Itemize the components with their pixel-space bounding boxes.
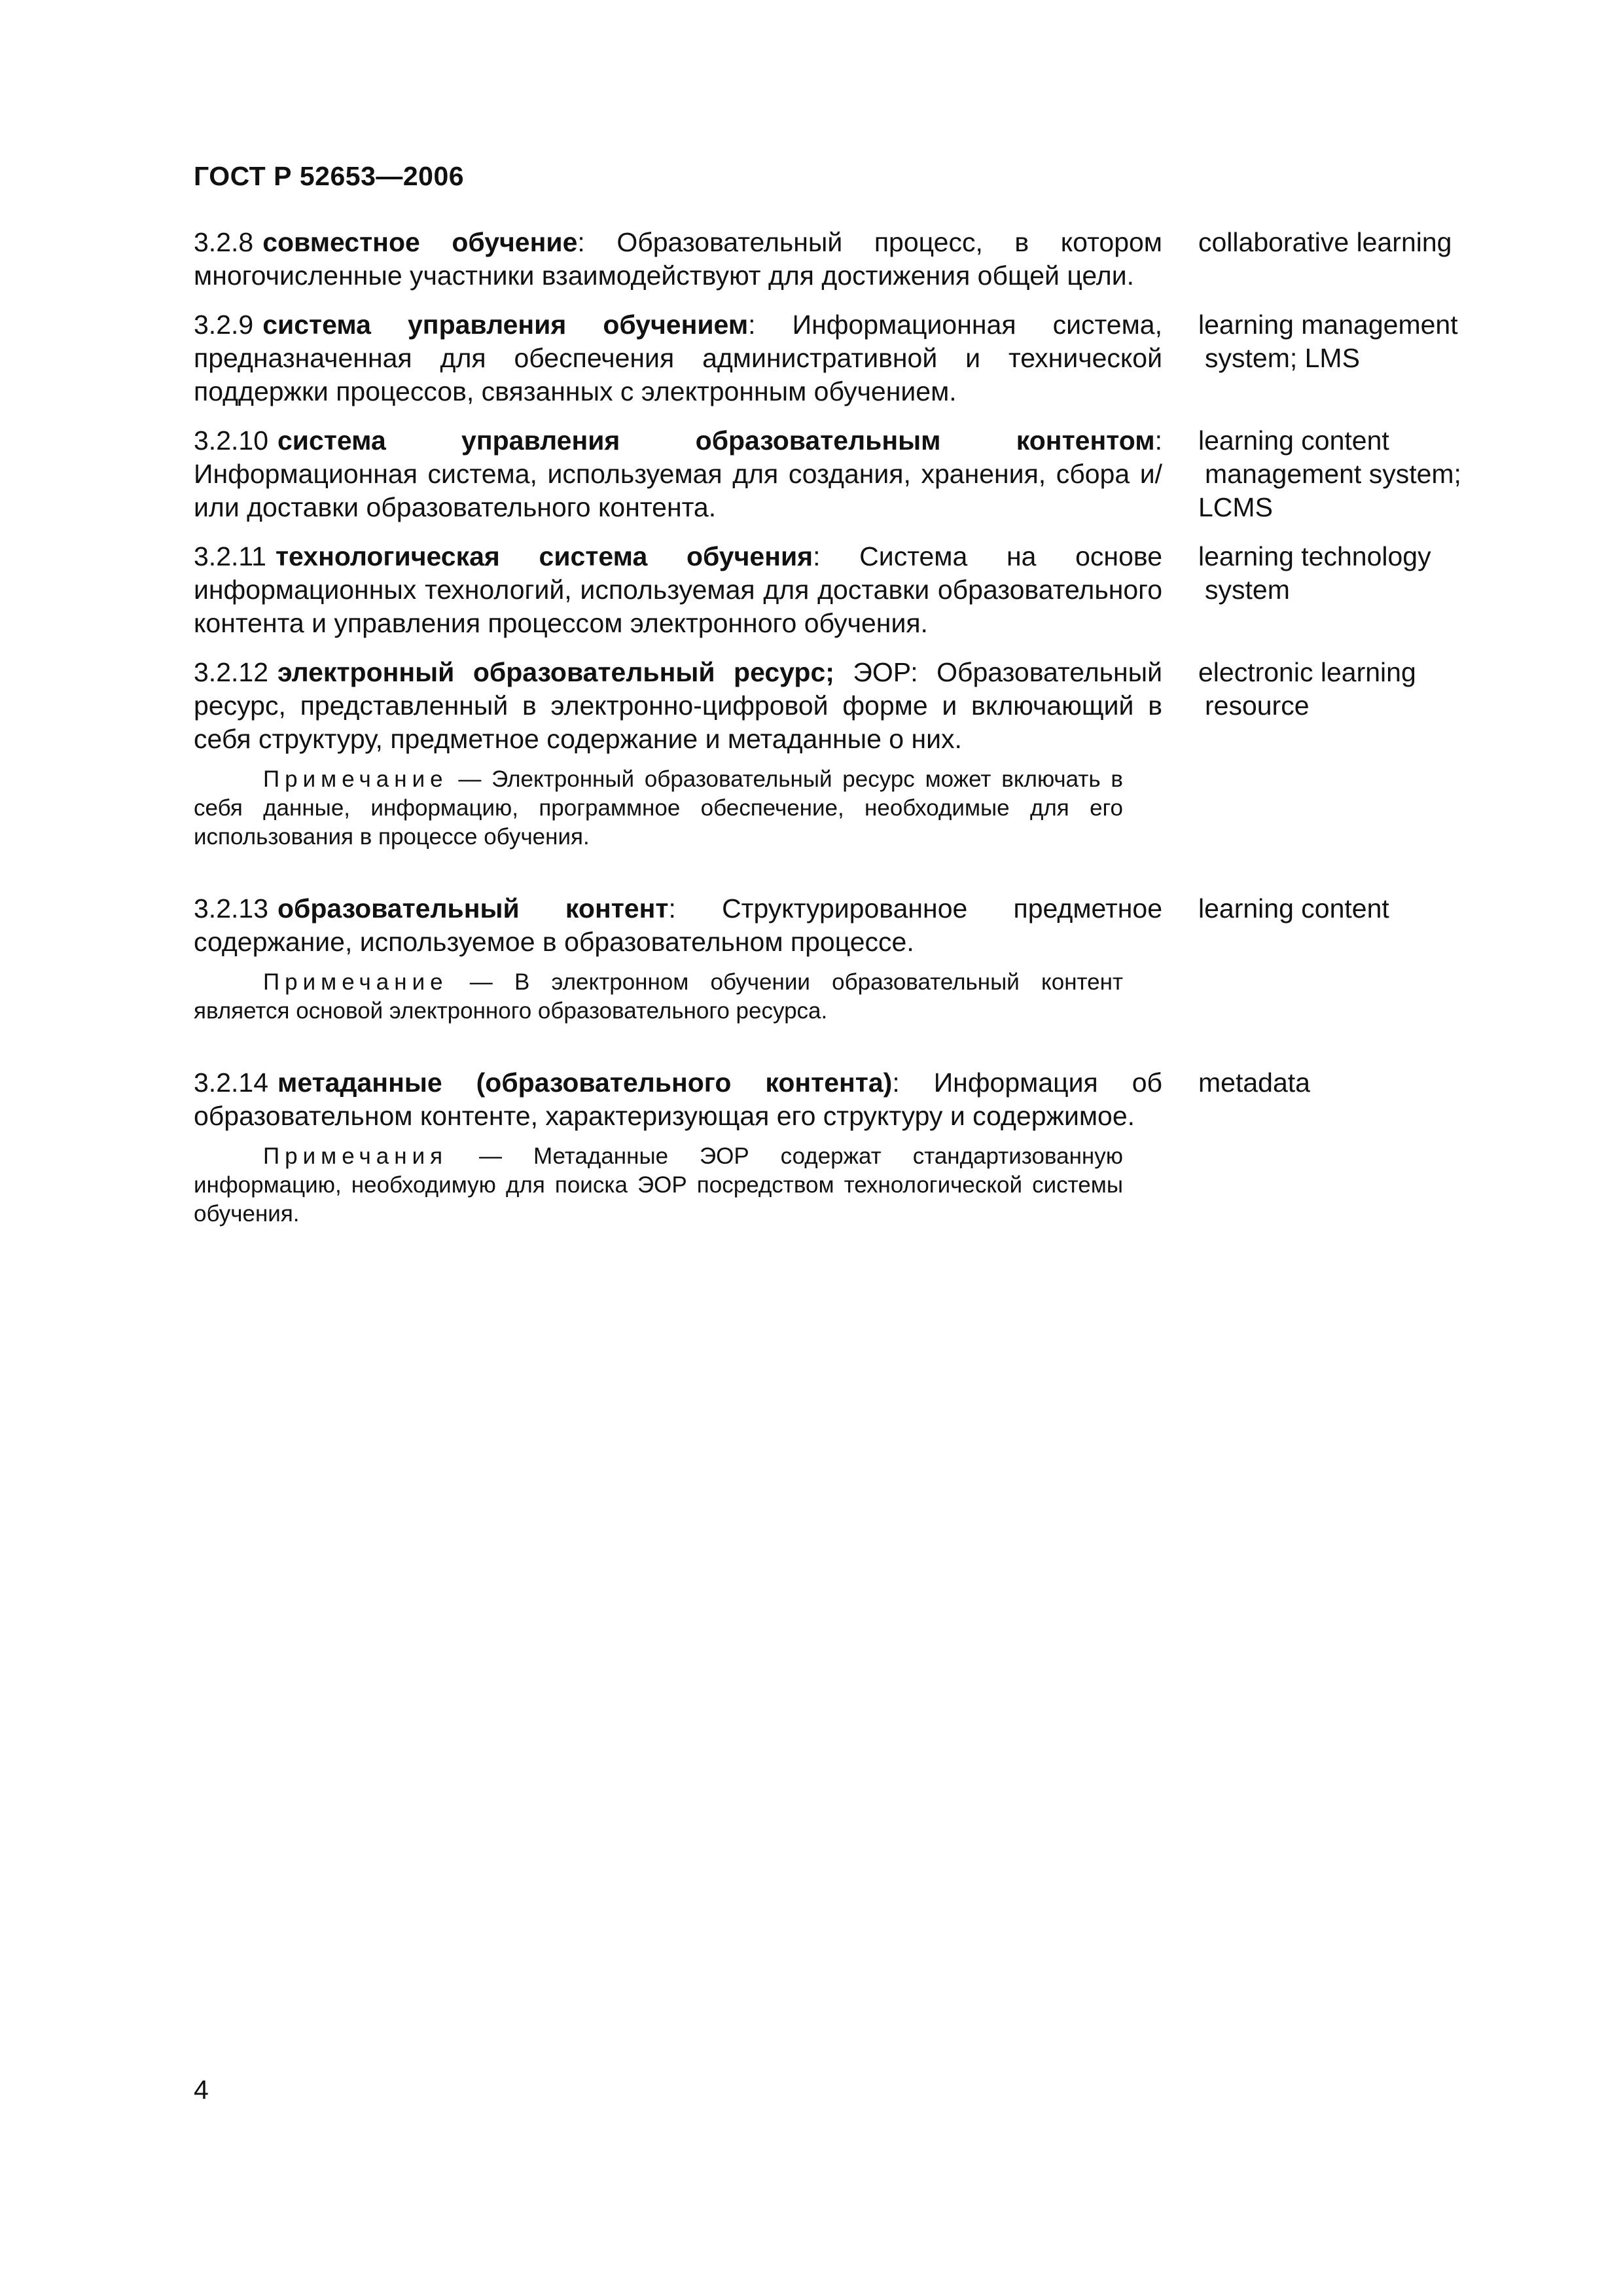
note-label: Примечание — [263, 766, 448, 792]
english-term-line: learning content — [1198, 425, 1389, 456]
term-number: 3.2.10 — [194, 425, 268, 456]
page-number: 4 — [194, 2075, 209, 2105]
term-note — [194, 1142, 1123, 1229]
term-entry-3-2-12 — [194, 656, 1489, 756]
english-term-line: system; LMS — [1205, 343, 1360, 373]
english-term — [1198, 540, 1489, 607]
english-term-line: metadata — [1198, 1067, 1310, 1098]
term-entry-3-2-13 — [194, 892, 1489, 959]
note-text: — Метаданные ЭОР содержат стандартизованную информацию, необходимую для поиска ЭОР посредством технологической системы обучения. — [194, 1143, 1123, 1227]
term-entry-3-2-10 — [194, 424, 1489, 524]
term-definition — [194, 892, 1162, 959]
term-definition — [194, 226, 1162, 293]
term-entry-3-2-11 — [194, 540, 1489, 640]
english-term — [1198, 424, 1489, 524]
term-name: совместное обучение — [262, 227, 578, 257]
note-label: Примечание — [263, 969, 448, 995]
document-header: ГОСТ Р 52653—2006 — [194, 161, 465, 191]
definition-text: : Система на основе информационных технологий, используемая для доставки образовательного контента и управления процессом электронного обучения. — [194, 541, 1163, 638]
english-term — [1198, 1066, 1489, 1100]
english-term — [1198, 226, 1489, 259]
note-text: — Электронный образовательный ресурс может включать в себя данные, информацию, программное обеспечение, необходимые для его использования в процессе обучения. — [194, 766, 1123, 850]
definition-text: : Информация об образовательном контенте, характеризующая его структуру и содержимое. — [194, 1067, 1162, 1131]
term-number: 3.2.8 — [194, 227, 254, 257]
term-name: образовательный контент — [277, 893, 669, 924]
term-entry-3-2-8 — [194, 226, 1489, 293]
english-term-line: resource — [1205, 691, 1310, 721]
english-term-line: learning technology — [1198, 541, 1431, 571]
term-definition — [194, 1066, 1162, 1133]
english-term — [1198, 656, 1489, 723]
term-definition — [194, 656, 1162, 756]
english-term-line: collaborative learning — [1198, 227, 1452, 257]
definition-text: : Структурированное предметное содержание, используемое в образовательном процессе. — [194, 893, 1163, 957]
english-term-line: electronic learning — [1198, 657, 1416, 687]
definition-text: ЭОР: Образовательный ресурс, представленный в электронно-цифровой форме и включающий в себя структуру, предметное содержание и метаданные о них. — [194, 657, 1163, 754]
english-term — [1198, 892, 1489, 925]
term-number: 3.2.14 — [194, 1067, 268, 1098]
term-number: 3.2.9 — [194, 310, 254, 340]
term-number: 3.2.12 — [194, 657, 268, 687]
term-name: электронный образовательный ресурс; — [277, 657, 834, 687]
terms-list — [194, 226, 1489, 1269]
english-term-line: learning content — [1198, 893, 1389, 924]
term-number: 3.2.11 — [194, 541, 266, 571]
term-note — [194, 968, 1123, 1026]
definition-text: : Информационная система, предназначенная для обеспечения административной и технической поддержки процессов, связанных с электронным обучением. — [194, 310, 1162, 406]
term-entry-3-2-9 — [194, 308, 1489, 408]
note-text: — В электронном обучении образовательный контент является основой электронного образовательного ресурса. — [194, 969, 1123, 1024]
term-entry-3-2-14 — [194, 1066, 1489, 1133]
english-term-line: LCMS — [1198, 492, 1273, 522]
definition-text: : Информационная система, используемая для создания, хранения, сбора и/или доставки образовательного контента. — [194, 425, 1162, 522]
term-number: 3.2.13 — [194, 893, 268, 924]
term-name: метаданные (образовательного контента) — [277, 1067, 893, 1098]
term-name: система управления обучением — [262, 310, 749, 340]
term-name: система управления образовательным контентом — [277, 425, 1155, 456]
english-term — [1198, 308, 1489, 375]
term-definition — [194, 308, 1162, 408]
note-label: Примечания — [263, 1143, 448, 1169]
term-definition — [194, 424, 1162, 524]
definition-text: : Образовательный процесс, в котором многочисленные участники взаимодействуют для достижения общей цели. — [194, 227, 1162, 291]
term-name: технологическая система обучения — [275, 541, 813, 571]
english-term-line: learning management — [1198, 310, 1458, 340]
term-definition — [194, 540, 1162, 640]
term-note — [194, 765, 1123, 852]
english-term-line: management system; — [1205, 459, 1461, 489]
english-term-line: system — [1205, 575, 1290, 605]
